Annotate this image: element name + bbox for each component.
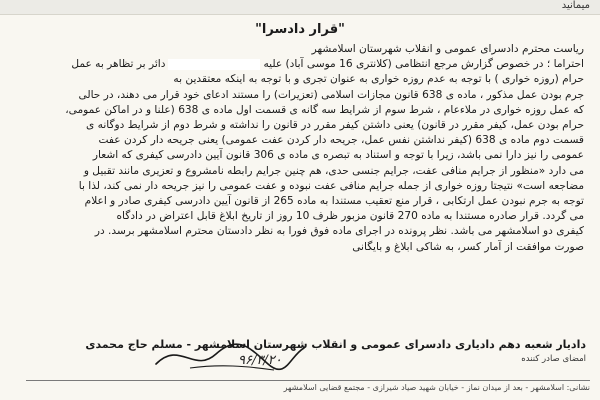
top-word: میمانید [561,0,590,11]
body-line: حرام (روزه خواری ) با توجه به عدم روزه خواری به عنوان تجری و با توجه به اینکه معتقدین به [173,73,584,86]
body-line-segment: احتراما ؛ در خصوص گزارش مرجع انتظامی (کلانتری 16 موسی آباد) علیه [263,58,584,71]
body-line: می دارد «منظور از جرایم منافی عفت، جرایم جنسی حدی، هم چنین جرایم رابطه نامشروع و تعزیری مانند تقبیل و [83,164,584,177]
document-title: "قرار دادسرا" [255,22,345,37]
body-line: که عمل روزه خواری در ملاءعام ، شرط سوم از شرایط سه گانه ی قسمت اول ماده ی 638 (علنا و در اماکن عمومی، [65,103,584,116]
body-line: صورت موافقت از آمار کسر، به شاکی ابلاغ و بایگانی [352,240,584,253]
document-body [28,42,584,255]
redaction-box [168,59,260,70]
signatory-line: دادیار شعبه دهم دادیاری دادسرای عمومی و انقلاب شهرستان اسلامشهر - مسلم حاج محمدی [85,338,586,351]
body-line: ریاست محترم دادسرای عمومی و انقلاب شهرستان اسلامشهر [311,43,584,55]
body-line: مضاجعه است» نتیجتا روزه خواری از جمله جرایم منافی عفت نبوده و عفت عمومی را نیز جریحه دار نمی کند، لذا با [78,179,584,192]
handwritten-date: ۹۶/۳/۲۰ [238,353,282,368]
signed-label: امضای صادر کننده [521,354,586,364]
body-line: جرم بودن عمل مذکور ، ماده ی 638 قانون مجازات اسلامی (تعزیرات) را مستند ادعای خود قرار می دهند، در حالی [78,88,584,101]
body-line: حرام بودن عمل، کیفر مقرر در قانون) یعنی داشتن کیفر مقرر در قانون را نداشته و شرط دوم از شرایط دوگانه ی [85,119,584,132]
body-line-with-redaction [28,57,584,72]
body-line: قسمت دوم ماده ی 638 (کیفر نداشتن نفس عمل، جریحه دار کردن عفت عمومی) یعنی جریحه دار کردن عفت [98,134,584,147]
top-strip [0,0,600,15]
body-line-segment: دائر بر تظاهر به عمل [71,58,166,71]
body-line: کیفری دو اسلامشهر می باشد. نظر پرونده در اجرای ماده فوق فورا به نظر دادستان محترم اسلامشهر برسد. در [94,225,584,238]
handwritten-signature [150,330,310,380]
address-footer: نشانی: اسلامشهر - بعد از میدان نماز - خیابان شهید صیاد شیرازی - مجتمع قضایی اسلامشهر [26,380,590,397]
body-line: می گردد. قرار صادره مستندا به ماده 270 قانون مزبور ظرف 10 روز از تاریخ ابلاغ قابل اعتراض در دادگاه [116,210,584,223]
body-line: توجه به جرم نبودن عمل ارتکابی ، قرار منع تعقیب مستندا به ماده 265 از قانون آیین دادرسی کیفری صادر و اعلام [84,195,584,208]
body-line: عمومی را نیز دارا نمی باشد، زیرا با توجه و استناد به تبصره ی ماده ی 306 قانون آیین دادرسی کیفری که اشعار [92,149,584,162]
